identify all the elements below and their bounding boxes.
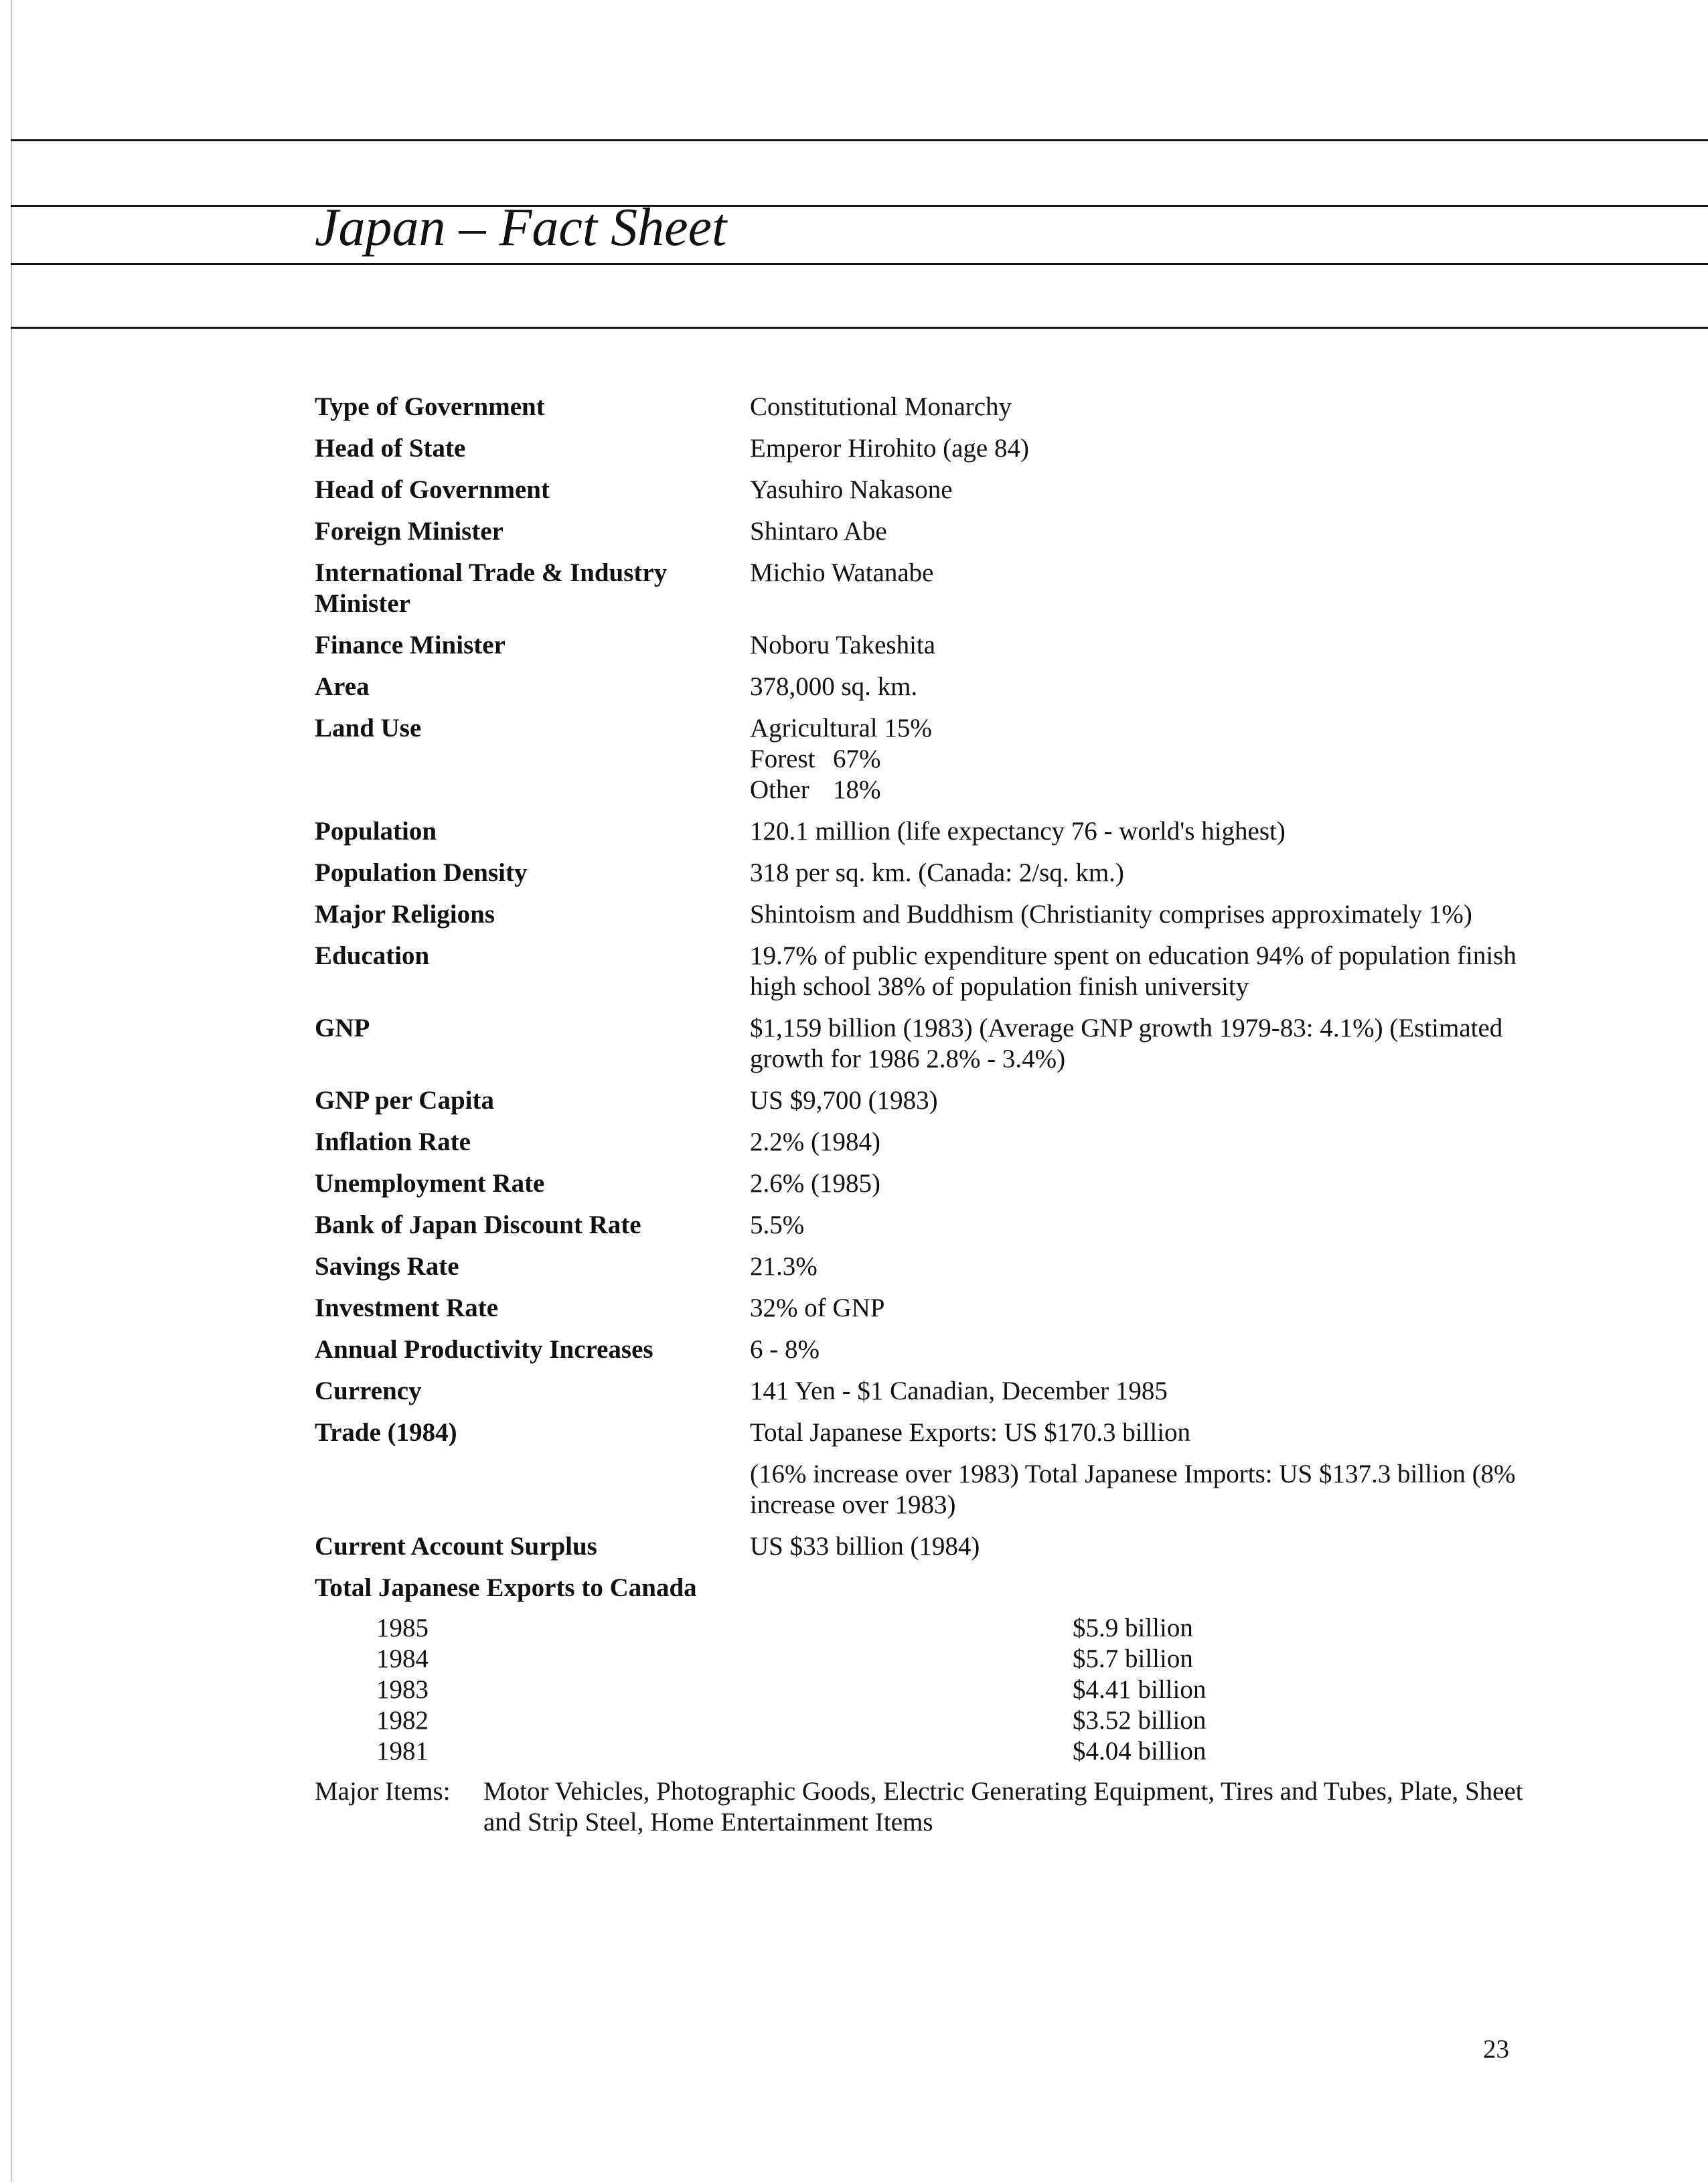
fact-value: 2.6% (1985): [750, 1169, 880, 1198]
fact-row: [315, 1168, 1533, 1199]
fact-label: Foreign Minister: [315, 517, 503, 546]
fact-label: Investment Rate: [315, 1294, 499, 1322]
fact-label: Type of Government: [315, 392, 545, 421]
fact-row: [315, 816, 1533, 847]
export-year: 1983: [376, 1675, 429, 1704]
land-use-item: [750, 775, 1533, 805]
fact-value: 318 per sq. km. (Canada: 2/sq. km.): [750, 858, 1124, 887]
export-year: 1981: [376, 1737, 429, 1766]
fact-label: International Trade & Industry Minister: [315, 558, 668, 618]
fact-label: Current Account Surplus: [315, 1532, 597, 1561]
fact-row: [315, 1127, 1533, 1158]
export-amount: $4.41 billion: [1073, 1675, 1207, 1704]
fact-row: [315, 630, 1533, 661]
fact-row: [315, 1334, 1533, 1365]
export-row: [376, 1613, 1533, 1644]
header-rule: [11, 263, 1708, 265]
export-amount: $5.7 billion: [1073, 1644, 1193, 1673]
fact-value: 19.7% of public expenditure spent on education 94% of population finish high school 38% of population finish university: [750, 941, 1517, 1001]
fact-row: [315, 516, 1533, 547]
export-row: [376, 1736, 1533, 1767]
fact-row: [315, 1085, 1533, 1116]
fact-row: [315, 1210, 1533, 1241]
fact-row: [315, 1251, 1533, 1282]
major-items: [315, 1776, 1533, 1838]
export-row: [376, 1705, 1533, 1736]
land-use-name: Forest: [750, 745, 816, 773]
land-use-values: [750, 713, 1533, 805]
fact-value: Constitutional Monarchy: [750, 392, 1012, 421]
fact-row: [315, 1376, 1533, 1407]
fact-value: 6 - 8%: [750, 1335, 820, 1364]
fact-row: [315, 1293, 1533, 1324]
header-rule: [11, 327, 1708, 329]
fact-label: Unemployment Rate: [315, 1169, 545, 1198]
fact-row: [315, 558, 1533, 619]
trade-line: (16% increase over 1983) Total Japanese Imports: US $137.3 billion (8% increase over 1983): [750, 1460, 1516, 1519]
fact-value: Shintaro Abe: [750, 517, 887, 546]
trade-values: [750, 1417, 1533, 1521]
land-use-pct: 67%: [833, 745, 881, 773]
land-use-name: Other: [750, 775, 809, 804]
fact-label: Area: [315, 672, 370, 701]
exports-to-canada-list: [376, 1613, 1533, 1767]
fact-value: 120.1 million (life expectancy 76 - world's highest): [750, 817, 1286, 846]
fact-label: Savings Rate: [315, 1252, 459, 1281]
major-items-label: Major Items:: [315, 1777, 451, 1806]
fact-row: [315, 433, 1533, 464]
fact-label: Bank of Japan Discount Rate: [315, 1211, 641, 1239]
fact-label: Head of State: [315, 434, 466, 463]
fact-label: Currency: [315, 1377, 422, 1405]
fact-row: [315, 899, 1533, 930]
fact-label: Major Religions: [315, 900, 495, 929]
fact-row: [315, 672, 1533, 702]
page-title: Japan – Fact Sheet: [315, 198, 727, 257]
fact-value: 2.2% (1984): [750, 1127, 880, 1156]
fact-value: 21.3%: [750, 1252, 818, 1281]
fact-label: Education: [315, 941, 430, 970]
export-amount: $4.04 billion: [1073, 1737, 1207, 1766]
fact-row: [315, 858, 1533, 888]
header-rule: [11, 139, 1708, 141]
land-use-name: Agricultural: [750, 714, 878, 743]
export-year: 1982: [376, 1706, 429, 1735]
land-use-pct: 15%: [884, 714, 932, 743]
export-amount: $5.9 billion: [1073, 1614, 1193, 1642]
fact-row-trade: [315, 1417, 1533, 1521]
fact-label: Population Density: [315, 858, 528, 887]
fact-row: [315, 1531, 1533, 1562]
fact-value: Shintoism and Buddhism (Christianity comprises approximately 1%): [750, 900, 1472, 929]
land-use-item: [750, 744, 1533, 775]
fact-value: US $9,700 (1983): [750, 1086, 938, 1115]
export-row: [376, 1674, 1533, 1705]
fact-row-land-use: [315, 713, 1533, 805]
fact-label: Annual Productivity Increases: [315, 1335, 653, 1364]
land-use-item: [750, 713, 1533, 744]
fact-label: Inflation Rate: [315, 1127, 471, 1156]
page-number: 23: [1483, 2035, 1509, 2063]
land-use-pct: 18%: [833, 775, 881, 804]
export-year: 1985: [376, 1614, 429, 1642]
fact-label: GNP per Capita: [315, 1086, 494, 1115]
fact-row: [315, 1013, 1533, 1075]
fact-value: US $33 billion (1984): [750, 1532, 980, 1561]
exports-to-canada-title: Total Japanese Exports to Canada: [315, 1573, 697, 1602]
export-amount: $3.52 billion: [1073, 1706, 1207, 1735]
fact-label: Land Use: [315, 714, 422, 743]
fact-label: Trade (1984): [315, 1418, 457, 1447]
header-rule: [11, 205, 1708, 207]
fact-row: [315, 941, 1533, 1002]
export-row: [376, 1644, 1533, 1674]
major-items-text: Motor Vehicles, Photographic Goods, Electric Generating Equipment, Tires and Tubes, Plate, Sheet and Strip Steel, Home Entertainment Items: [483, 1777, 1523, 1837]
trade-line: Total Japanese Exports: US $170.3 billion: [750, 1418, 1191, 1447]
fact-value: Michio Watanabe: [750, 558, 934, 587]
export-year: 1984: [376, 1644, 429, 1673]
fact-value: 32% of GNP: [750, 1294, 885, 1322]
fact-row: [315, 392, 1533, 422]
fact-label: GNP: [315, 1014, 370, 1042]
fact-label: Head of Government: [315, 475, 550, 504]
fact-value: Noboru Takeshita: [750, 631, 936, 659]
fact-value: Emperor Hirohito (age 84): [750, 434, 1029, 463]
fact-value: $1,159 billion (1983) (Average GNP growth 1979-83: 4.1%) (Estimated growth for 1986 2.8% - 3.4%): [750, 1014, 1503, 1073]
fact-value: 5.5%: [750, 1211, 805, 1239]
fact-value: 141 Yen - $1 Canadian, December 1985: [750, 1377, 1168, 1405]
fact-label: Finance Minister: [315, 631, 506, 659]
fact-value: 378,000 sq. km.: [750, 672, 918, 701]
fact-value: Yasuhiro Nakasone: [750, 475, 953, 504]
fact-label: Population: [315, 817, 437, 846]
fact-list: [315, 392, 1533, 1838]
fact-row: [315, 475, 1533, 505]
